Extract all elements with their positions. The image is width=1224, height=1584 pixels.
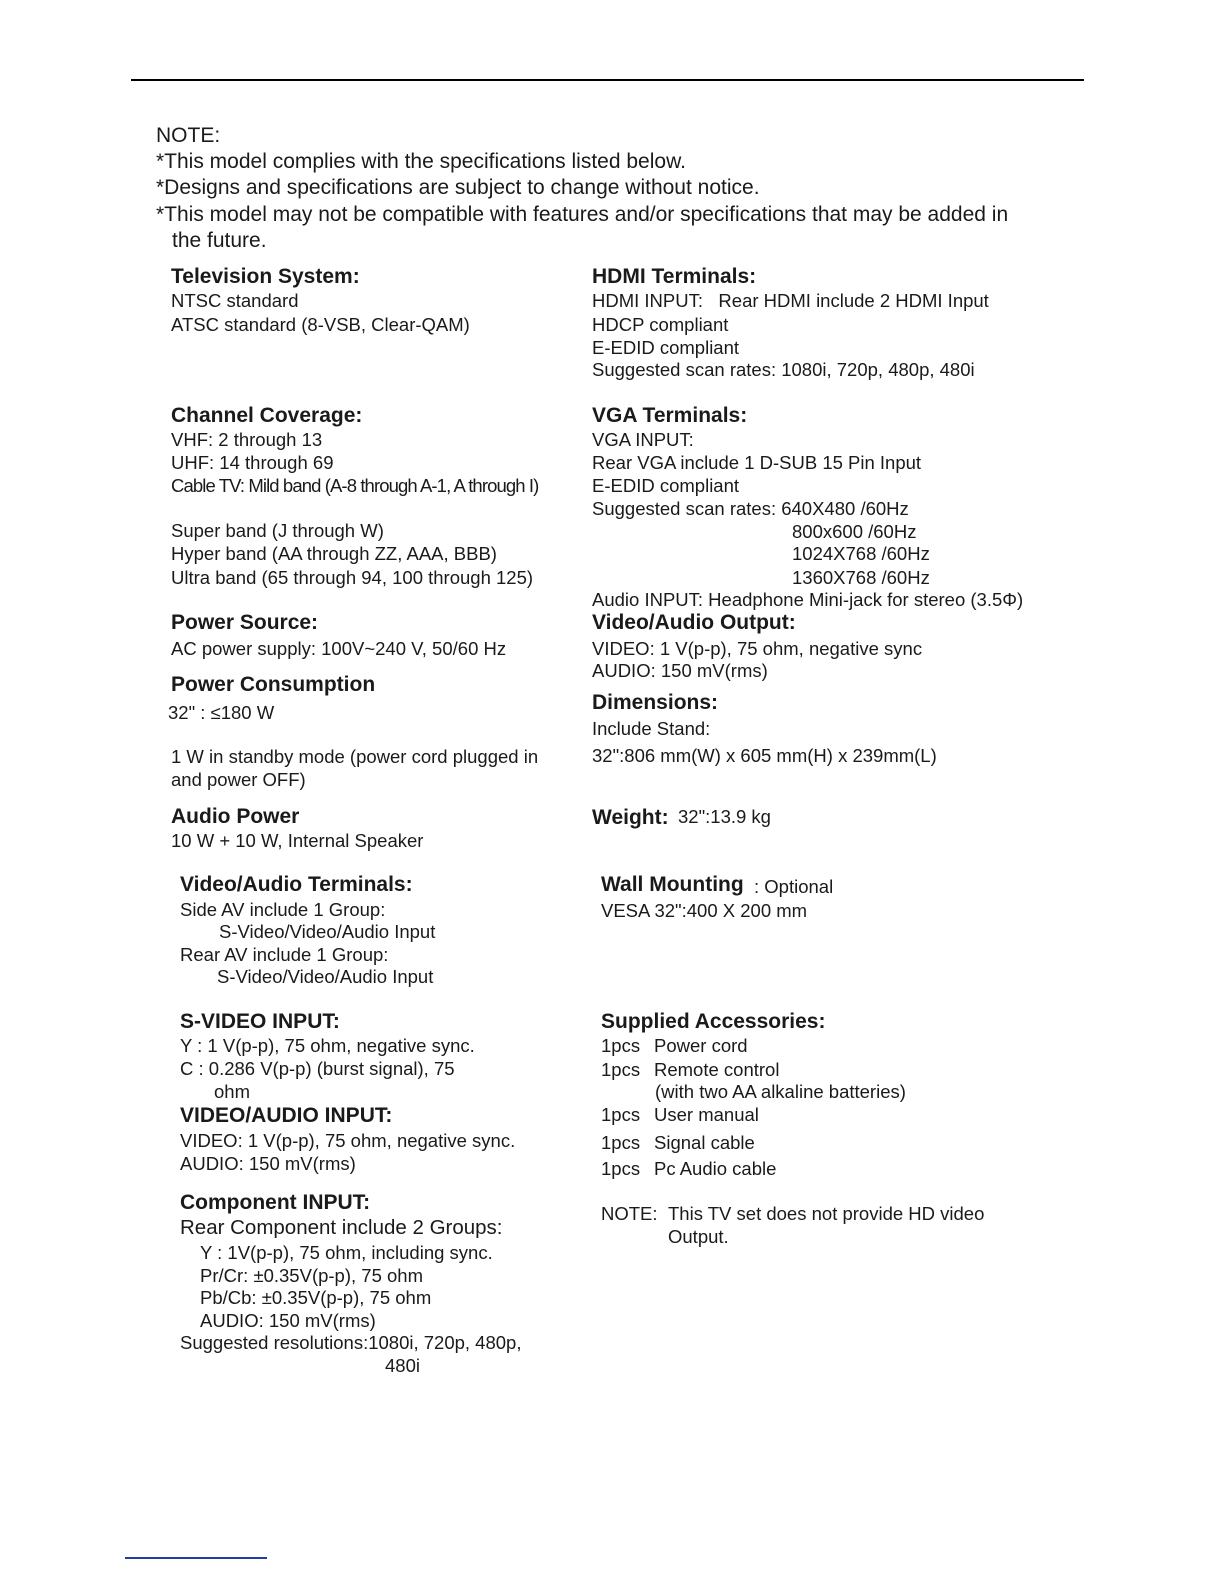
spec-line: E-EDID compliant [592, 475, 740, 496]
accessory-name: (with two AA alkaline batteries) [655, 1081, 906, 1102]
note-line: *Designs and specifications are subject to change without notice. [156, 176, 760, 199]
spec-line: Ultra band (65 through 94, 100 through 125) [171, 567, 534, 588]
accessory-qty: 1pcs [601, 1059, 641, 1080]
spec-line: Suggested scan rates: 640X480 /60Hz [592, 498, 909, 519]
spec-line: NTSC standard [171, 290, 299, 311]
spec-line: Side AV include 1 Group: [180, 899, 386, 920]
s-video-input-heading: S-VIDEO INPUT: [180, 1010, 340, 1033]
accessory-name: Pc Audio cable [654, 1158, 777, 1179]
accessory-name: Power cord [654, 1035, 748, 1056]
spec-line: Suggested resolutions:1080i, 720p, 480p, [180, 1332, 522, 1353]
spec-line: HDCP compliant [592, 314, 729, 335]
video-audio-terminals-heading: Video/Audio Terminals: [180, 873, 413, 896]
spec-line: Y : 1 V(p-p), 75 ohm, negative sync. [180, 1035, 475, 1056]
spec-line: and power OFF) [171, 769, 306, 790]
spec-line: VESA 32":400 X 200 mm [601, 900, 808, 921]
video-audio-output-heading: Video/Audio Output: [592, 611, 796, 634]
power-consumption-heading: Power Consumption [171, 673, 376, 696]
accessory-qty: 1pcs [601, 1158, 641, 1179]
spec-line: AC power supply: 100V~240 V, 50/60 Hz [171, 638, 507, 659]
component-input-heading: Component INPUT: [180, 1191, 371, 1214]
bottom-note-line: This TV set does not provide HD video [668, 1203, 985, 1224]
spec-line: AUDIO: 150 mV(rms) [180, 1153, 356, 1174]
accessory-name: Signal cable [654, 1132, 755, 1153]
spec-line: AUDIO: 150 mV(rms) [592, 660, 768, 681]
spec-line: Pr/Cr: ±0.35V(p-p), 75 ohm [200, 1265, 423, 1286]
spec-line: HDMI INPUT: Rear HDMI include 2 HDMI Input [592, 290, 989, 311]
video-audio-input-heading: VIDEO/AUDIO INPUT: [180, 1104, 393, 1127]
spec-line: ATSC standard (8-VSB, Clear-QAM) [171, 314, 470, 335]
spec-line: Hyper band (AA through ZZ, AAA, BBB) [171, 543, 497, 564]
spec-line: S-Video/Video/Audio Input [217, 966, 434, 987]
accessory-name: Remote control [654, 1059, 780, 1080]
spec-line: Pb/Cb: ±0.35V(p-p), 75 ohm [200, 1287, 432, 1308]
dimensions-heading: Dimensions: [592, 691, 719, 714]
accessory-qty: 1pcs [601, 1104, 641, 1125]
spec-line: ohm [214, 1081, 250, 1102]
spec-line: C : 0.286 V(p-p) (burst signal), 75 [180, 1058, 455, 1079]
weight-heading: Weight: [592, 806, 669, 829]
spec-line: VHF: 2 through 13 [171, 429, 323, 450]
weight-value: 32":13.9 kg [678, 806, 771, 827]
top-rule [131, 79, 1084, 81]
accessory-qty: 1pcs [601, 1035, 641, 1056]
spec-line: 480i [385, 1355, 420, 1376]
spec-line: 1024X768 /60Hz [792, 543, 930, 564]
audio-power-heading: Audio Power [171, 805, 300, 828]
spec-line: VIDEO: 1 V(p-p), 75 ohm, negative sync [592, 638, 923, 659]
spec-line: Rear AV include 1 Group: [180, 944, 389, 965]
note-line: *This model may not be compatible with features and/or specifications that may be added in [156, 203, 1009, 226]
vga-terminals-heading: VGA Terminals: [592, 404, 748, 427]
spec-line: VGA INPUT: [592, 429, 694, 450]
spec-line: Suggested scan rates: 1080i, 720p, 480p, 480i [592, 359, 975, 380]
channel-coverage-heading: Channel Coverage: [171, 404, 363, 427]
note-line: *This model complies with the specifications listed below. [156, 150, 686, 173]
spec-line: Cable TV: Mild band (A-8 through A-1, A through I) [171, 475, 539, 496]
spec-line: S-Video/Video/Audio Input [219, 921, 436, 942]
spec-line: Super band (J through W) [171, 520, 384, 541]
spec-line: UHF: 14 through 69 [171, 452, 334, 473]
power-source-heading: Power Source: [171, 611, 319, 634]
bottom-note-label: NOTE: [601, 1203, 658, 1224]
spec-line: Rear VGA include 1 D-SUB 15 Pin Input [592, 452, 922, 473]
spec-line: Rear Component include 2 Groups: [180, 1216, 503, 1239]
spec-line: Audio INPUT: Headphone Mini-jack for stereo (3.5Φ) [592, 589, 1024, 610]
spec-line: 10 W + 10 W, Internal Speaker [171, 830, 424, 851]
spec-line: 800x600 /60Hz [792, 521, 917, 542]
spec-line: VIDEO: 1 V(p-p), 75 ohm, negative sync. [180, 1130, 516, 1151]
spec-line: E-EDID compliant [592, 337, 740, 358]
supplied-accessories-heading: Supplied Accessories: [601, 1010, 826, 1033]
television-system-heading: Television System: [171, 265, 360, 288]
spec-line: 32":806 mm(W) x 605 mm(H) x 239mm(L) [592, 745, 937, 766]
bottom-note-line: Output. [668, 1226, 729, 1247]
spec-line: 1360X768 /60Hz [792, 567, 930, 588]
spec-line: 32" : ≤180 W [168, 702, 275, 723]
hdmi-terminals-heading: HDMI Terminals: [592, 265, 757, 288]
bottom-rule [125, 1557, 267, 1559]
spec-line: Y : 1V(p-p), 75 ohm, including sync. [200, 1242, 493, 1263]
wall-mounting-heading: Wall Mounting [601, 873, 744, 896]
accessory-qty: 1pcs [601, 1132, 641, 1153]
note-line: the future. [172, 229, 267, 252]
wall-mounting-value: : Optional [754, 876, 834, 897]
accessory-name: User manual [654, 1104, 759, 1125]
note-title: NOTE: [156, 124, 221, 147]
spec-line: Include Stand: [592, 718, 711, 739]
spec-line: 1 W in standby mode (power cord plugged in [171, 746, 539, 767]
spec-line: AUDIO: 150 mV(rms) [200, 1310, 376, 1331]
